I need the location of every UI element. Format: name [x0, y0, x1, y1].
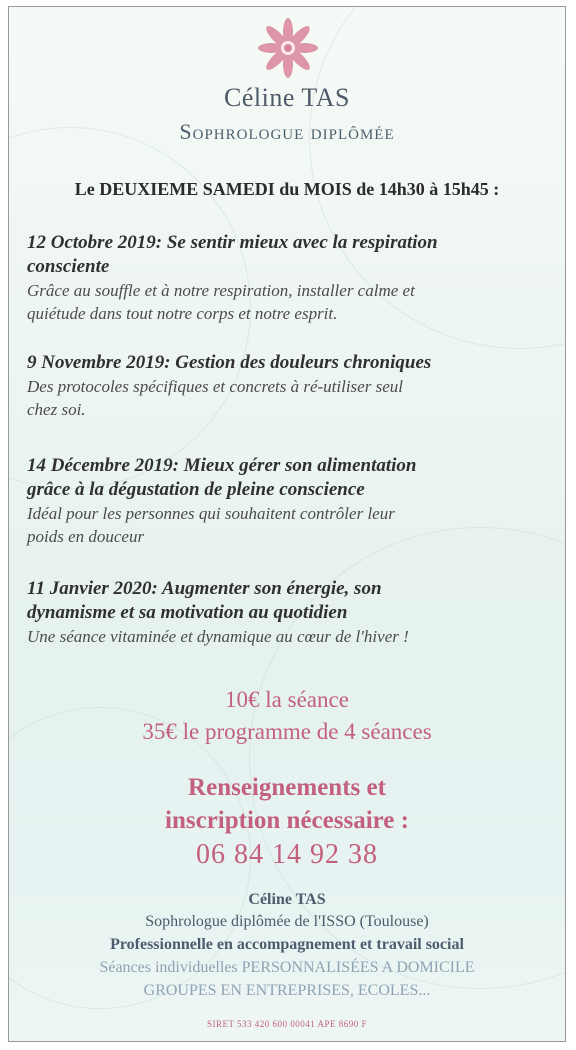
price-program: 35€ le programme de 4 séances — [142, 719, 432, 744]
contact-heading: Renseignements et — [188, 774, 386, 801]
footer-individual-sessions: Séances individuelles PERSONNALISÉES A DOMICILE — [99, 959, 475, 976]
session-title: consciente — [27, 256, 110, 277]
session-description: quiétude dans tout notre corps et notre esprit. — [27, 304, 338, 323]
schedule-line: Le DEUXIEME SAMEDI du MOIS de 14h30 à 15h45 : — [74, 179, 500, 199]
price-single-session: 10€ la séance — [225, 687, 349, 712]
footer-experience: Professionnelle en accompagnement et travail social — [110, 936, 464, 953]
footer-name: Céline TAS — [248, 891, 326, 908]
siret-number: SIRET 533 420 600 00041 APE 8690 F — [206, 1019, 368, 1029]
session-2 — [27, 351, 547, 421]
session-title: 14 Décembre 2019: Mieux gérer son alimentation — [27, 455, 417, 476]
session-title: dynamisme et sa motivation au quotidien — [27, 602, 348, 623]
phone-number[interactable]: 06 84 14 92 38 — [196, 839, 378, 870]
session-description: Grâce au souffle et à notre respiration, installer calme et — [27, 281, 415, 300]
flyer — [8, 6, 566, 1042]
session-title: 11 Janvier 2020: Augmenter son énergie, son — [27, 578, 382, 599]
practitioner-title: Sophrologue diplômée — [179, 119, 395, 144]
contact-heading: inscription nécessaire : — [165, 807, 409, 834]
practitioner-name: Céline TAS — [224, 83, 350, 112]
session-description: Des protocoles spécifiques et concrets à ré-utiliser seul — [27, 377, 403, 396]
session-title: grâce à la dégustation de pleine conscience — [27, 479, 365, 500]
footer-group-sessions: GROUPES EN ENTREPRISES, ECOLES... — [143, 982, 431, 999]
lotus-flower-icon — [257, 17, 319, 79]
session-4 — [27, 577, 547, 648]
session-1 — [27, 231, 547, 325]
session-description: Idéal pour les personnes qui souhaitent contrôler leur — [27, 504, 395, 523]
session-title: 9 Novembre 2019: Gestion des douleurs chroniques — [27, 352, 432, 373]
session-3 — [27, 454, 547, 548]
footer-credential: Sophrologue diplômée de l'ISSO (Toulouse) — [145, 913, 429, 930]
session-description: chez soi. — [27, 400, 86, 419]
session-title: 12 Octobre 2019: Se sentir mieux avec la respiration — [27, 232, 438, 253]
session-description: poids en douceur — [27, 527, 145, 546]
session-description: Une séance vitaminée et dynamique au cœur de l'hiver ! — [27, 627, 409, 646]
